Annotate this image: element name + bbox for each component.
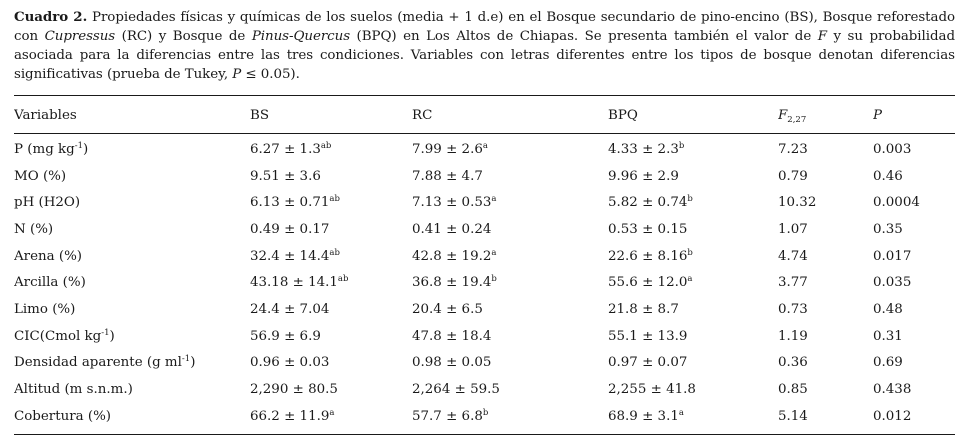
caption-text: y su probabilidad asociada para la diferencias entre las tres condiciones. Variables con letras diferentes entre los tipos de bosque denotan diferencias significativas (prueba de Tukey, [14,29,955,82]
significance-letter: a [678,407,684,418]
caption-f-symbol: F [817,29,827,44]
mean-sd-value: 7.13 ± 0.53 [412,195,492,211]
cell-bpq [608,296,778,323]
unit-exponent: -1 [101,327,110,338]
variable-name: MO (%) [14,168,67,184]
cell-f-value: 5.14 [778,408,808,424]
mean-sd-value: 32.4 ± 14.4 [250,248,330,264]
cell-rc [412,269,608,296]
cell-rc [412,216,608,243]
significance-letter: b [687,247,693,258]
significance-letter: b [491,274,497,285]
table-caption [14,8,955,84]
cell-variable [14,163,250,190]
table-row [14,189,955,216]
cell-variable [14,269,250,296]
unit-exponent: -1 [74,140,83,151]
variable-name: Densidad aparente (g ml [14,355,182,371]
cell-bpq [608,350,778,377]
header-bs: BS [250,107,270,123]
mean-sd-value: 7.99 ± 2.6 [412,141,483,157]
significance-letter: a [491,247,497,258]
significance-letter: a [491,194,497,205]
header-row [14,98,955,132]
mean-sd-value: 6.27 ± 1.3 [250,141,321,157]
table-row [14,163,955,190]
cell-bpq [608,269,778,296]
caption-genus-pinus-quercus: Pinus-Quercus [251,29,351,44]
cell-bs [250,296,412,323]
table-row [14,350,955,377]
cell-p-value: 0.003 [873,141,912,157]
cell-p-value: 0.017 [873,248,912,264]
cell-p-value: 0.35 [873,221,903,237]
cell-bpq [608,243,778,270]
soil-properties-table [14,98,955,430]
cell-variable [14,376,250,403]
cell-f-value: 0.36 [778,355,808,371]
variable-name: Limo (%) [14,301,76,317]
table-row [14,296,955,323]
caption-text: (RC) y Bosque de [115,29,252,44]
variable-name: CIC(Cmol kg [14,328,102,344]
cell-variable [14,323,250,350]
cell-rc [412,189,608,216]
mean-sd-value: 68.9 ± 3.1 [608,408,679,424]
variable-name: N (%) [14,221,54,237]
variable-name: Altitud (m s.n.m.) [14,382,133,398]
significance-letter: b [678,140,685,151]
significance-letter: ab [337,274,349,285]
table-row [14,269,955,296]
cell-bpq [608,216,778,243]
cell-bs [250,216,412,243]
variable-name: Cobertura (%) [14,408,112,424]
cell-f-value: 0.85 [778,382,808,398]
cell-rc [412,132,608,163]
header-f-subscript: 2,27 [787,114,807,125]
cell-rc [412,323,608,350]
cell-f-value: 4.74 [778,248,808,264]
mean-sd-value: 21.8 ± 8.7 [608,301,679,317]
mean-sd-value: 56.9 ± 6.9 [250,328,321,344]
table-row [14,243,955,270]
cell-p-value: 0.438 [873,382,912,398]
variable-name: pH (H2O) [14,195,81,211]
mean-sd-value: 0.98 ± 0.05 [412,355,492,371]
cell-bs [250,189,412,216]
mean-sd-value: 0.41 ± 0.24 [412,221,492,237]
cell-bs [250,323,412,350]
cell-p-value: 0.48 [873,301,903,317]
cell-p-value: 0.46 [873,168,903,184]
cell-rc [412,376,608,403]
significance-letter: ab [329,247,340,258]
variable-name: Arena (%) [14,248,83,264]
cell-bpq [608,163,778,190]
mean-sd-value: 66.2 ± 11.9 [250,408,330,424]
header-p [873,98,955,132]
unit-exponent: -1 [181,354,191,365]
table-row [14,323,955,350]
mean-sd-value: 55.1 ± 13.9 [608,328,688,344]
mean-sd-value: 22.6 ± 8.16 [608,248,688,264]
cell-p-value: 0.012 [873,408,912,424]
cell-p-value: 0.0004 [873,195,920,211]
cell-bs [250,403,412,430]
cell-variable [14,403,250,430]
significance-letter: a [482,140,488,151]
cell-bs [250,376,412,403]
mean-sd-value: 0.53 ± 0.15 [608,221,688,237]
cell-variable [14,296,250,323]
cell-variable [14,189,250,216]
mean-sd-value: 0.97 ± 0.07 [608,355,688,371]
caption-genus-cupressus: Cupressus [44,29,116,44]
table-row [14,376,955,403]
mean-sd-value: 47.8 ± 18.4 [412,328,492,344]
mean-sd-value: 43.18 ± 14.1 [250,275,338,291]
header-p-symbol: P [873,107,883,123]
mean-sd-value: 0.96 ± 0.03 [250,355,330,371]
table-top-rule [14,95,955,96]
cell-rc [412,403,608,430]
cell-p-value: 0.69 [873,355,903,371]
mean-sd-value: 0.49 ± 0.17 [250,221,330,237]
cell-bs [250,163,412,190]
caption-label: Cuadro 2. [14,9,88,25]
cell-variable [14,216,250,243]
cell-rc [412,243,608,270]
caption-text: ≤ 0.05). [241,67,300,82]
variable-name-close: ) [82,141,89,157]
header-f-symbol: F [778,107,788,123]
table-bottom-rule [14,434,955,435]
cell-bs [250,243,412,270]
significance-letter: ab [320,140,332,151]
mean-sd-value: 57.7 ± 6.8 [412,408,483,424]
cell-f-value: 0.73 [778,301,808,317]
header-rc: RC [412,107,433,123]
variable-name: Arcilla (%) [14,275,86,291]
cell-variable [14,243,250,270]
table-body [14,132,955,430]
significance-letter: a [687,274,693,285]
cell-f-value: 0.79 [778,168,808,184]
variable-name-close: ) [190,355,196,371]
variable-name-close: ) [109,328,115,344]
cell-f-value: 1.19 [778,328,808,344]
cell-f-value: 3.77 [778,275,808,291]
table-header [14,98,955,132]
cell-bpq [608,403,778,430]
caption-text: (BPQ) en Los Altos de Chiapas. Se presenta también el valor de [350,29,818,44]
caption-p-symbol: P [232,67,242,82]
cell-rc [412,350,608,377]
cell-rc [412,296,608,323]
cell-bpq [608,323,778,350]
significance-letter: b [482,407,489,418]
table-row [14,216,955,243]
cell-bpq [608,189,778,216]
variable-name: P (mg kg [14,141,75,157]
cell-f-value: 10.32 [778,195,817,211]
significance-letter: b [687,194,693,205]
cell-f-value: 7.23 [778,141,808,157]
cell-bpq [608,376,778,403]
mean-sd-value: 7.88 ± 4.7 [412,168,483,184]
cell-bs [250,132,412,163]
caption-text: Propiedades físicas y químicas de los suelos (media + 1 d.e) en el Bosque secundario de pino-encino (BS), Bosque reforestado con [14,10,955,44]
cell-bpq [608,132,778,163]
mean-sd-value: 6.13 ± 0.71 [250,195,330,211]
header-f [778,98,873,132]
significance-letter: a [329,407,335,418]
header-bpq: BPQ [608,107,638,123]
mean-sd-value: 55.6 ± 12.0 [608,275,688,291]
cell-bs [250,350,412,377]
cell-rc [412,163,608,190]
mean-sd-value: 20.4 ± 6.5 [412,301,483,317]
mean-sd-value: 4.33 ± 2.3 [608,141,679,157]
mean-sd-value: 2,255 ± 41.8 [608,382,696,398]
mean-sd-value: 24.4 ± 7.04 [250,301,330,317]
mean-sd-value: 5.82 ± 0.74 [608,195,688,211]
mean-sd-value: 9.51 ± 3.6 [250,168,321,184]
cell-p-value: 0.035 [873,275,912,291]
header-variables: Variables [14,107,77,123]
table-row [14,132,955,163]
mean-sd-value: 2,264 ± 59.5 [412,382,500,398]
cell-bs [250,269,412,296]
significance-letter: ab [329,194,340,205]
cell-variable [14,350,250,377]
mean-sd-value: 36.8 ± 19.4 [412,275,492,291]
mean-sd-value: 2,290 ± 80.5 [250,382,338,398]
mean-sd-value: 42.8 ± 19.2 [412,248,492,264]
table-row [14,403,955,430]
cell-f-value: 1.07 [778,221,808,237]
cell-p-value: 0.31 [873,328,903,344]
mean-sd-value: 9.96 ± 2.9 [608,168,679,184]
cell-variable [14,132,250,163]
